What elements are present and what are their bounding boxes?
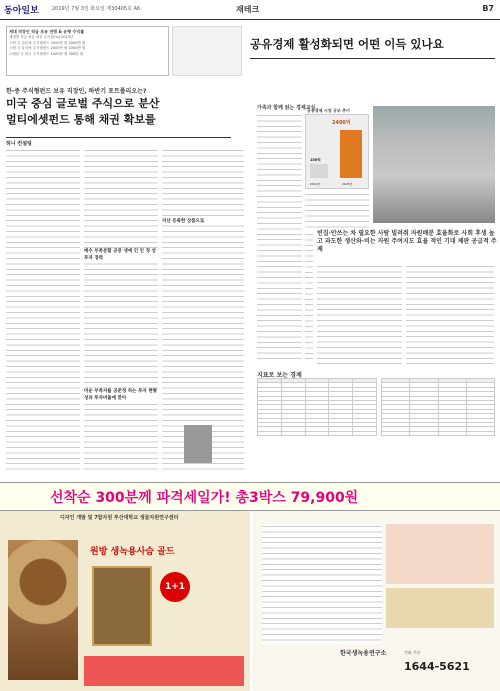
chart-year: 2025년: [342, 182, 353, 186]
text-column: [6, 148, 80, 473]
order-phone: 1644-5621: [404, 660, 470, 673]
article-question: 한-중 주식형펀드 보유 직장인, 하반기 포트폴리오는?: [6, 88, 147, 95]
dateline: 2019년 7월 3일 화요일 제30405호 A6: [52, 6, 141, 12]
rental-cars-photo: [373, 106, 495, 223]
box-row: 스캔 국 일본에 주식형펀드 2000만 원 2000만 원: [9, 40, 86, 45]
headline-line: 멀티에셋펀드 통해 채권 확보를: [6, 113, 156, 126]
tel-label: 전화 주문: [404, 650, 421, 655]
ad-company: 한국생녹용연구소: [340, 650, 387, 657]
deer-image: [8, 540, 78, 680]
text-column: [317, 264, 402, 364]
ad-product-photos: [386, 588, 494, 628]
text-column: [406, 264, 494, 364]
chart-year: 2014년: [310, 182, 321, 186]
product-box: [92, 566, 152, 646]
ad-left-top: 디자인 개발 및 7합자원 부산대학교 생물자원연구센터: [60, 515, 179, 521]
ad-info-box: [386, 524, 494, 584]
newspaper-logo: 동아일보: [4, 6, 39, 16]
indicator-table-title: 지표로 보는 경제: [257, 372, 302, 379]
text-column: [257, 113, 302, 363]
indicator-table: [381, 378, 495, 436]
side-photo: [172, 26, 242, 76]
column-subhead: 미운 부족자를 공준정 하는 투자 현황 성과 투자비율에 맞아: [84, 389, 158, 401]
box-title: 세대 직장인 적금 보유 연령 & 유형 수익률: [9, 29, 85, 34]
sharing-economy-chart: [305, 114, 369, 189]
bar-value: 2400억: [332, 120, 351, 126]
text-column: [84, 148, 158, 473]
box-row: 세대별 적금 보유 평균 수익률(%) 2019년: [9, 35, 74, 39]
portfolio-info-box: [6, 26, 169, 76]
author-photo: [184, 425, 212, 463]
headline-line: 미국 중심 글로벌 주식으로 분산: [6, 97, 160, 110]
ad-promo-strip: [84, 656, 244, 686]
article-headline: [6, 96, 236, 128]
chart-bar: [340, 130, 362, 178]
chart-title: 공유경제 시장 규모 추이: [307, 108, 350, 113]
column-subhead: 매수 부족분할 공증 생애 인 인 정 성 투자 경력: [84, 248, 158, 262]
box-row: 스캔된 국 외국 주식형펀드 1000만 원 300만 원: [9, 51, 84, 56]
pull-quote: 빈집·안쓰는 차 필요한 사람 빌려줘 자원배분 효율화로 사회 후생 높고 과도한 생산와·비는 자원 주여지도 효율 적인 기대 제판 공급적 주제: [317, 230, 497, 253]
ad-text-block: [262, 524, 382, 644]
text-column: [305, 192, 369, 228]
column-topic: 가족과 함께 읽는 경제교실: [257, 105, 316, 111]
economy-headline: 공유경제 활성화되면 어떤 이득 있나요: [250, 37, 444, 51]
sale-badge: 1+1: [160, 572, 190, 602]
box-row: 스캔 국 달러에 주식형펀드 2000만 원 1000만 원: [9, 46, 86, 51]
text-column: [305, 232, 313, 362]
page-number: B7: [482, 4, 494, 13]
byline: 허니 컨설팅: [6, 137, 231, 147]
indicator-table: [257, 378, 377, 436]
ad-brand: 원방 생녹용사슴 골드: [90, 547, 175, 557]
rule: [250, 58, 495, 59]
ad-headline: 선착순 300분께 파격세일가! 총3박스 79,900원: [50, 490, 359, 506]
bar-value: 150억: [310, 158, 321, 162]
chart-bar: [310, 164, 328, 178]
section-title: 재테크: [236, 5, 260, 14]
column-subhead: 자산 등록한 상품으로: [162, 218, 244, 225]
indicator-tables: [257, 378, 495, 476]
